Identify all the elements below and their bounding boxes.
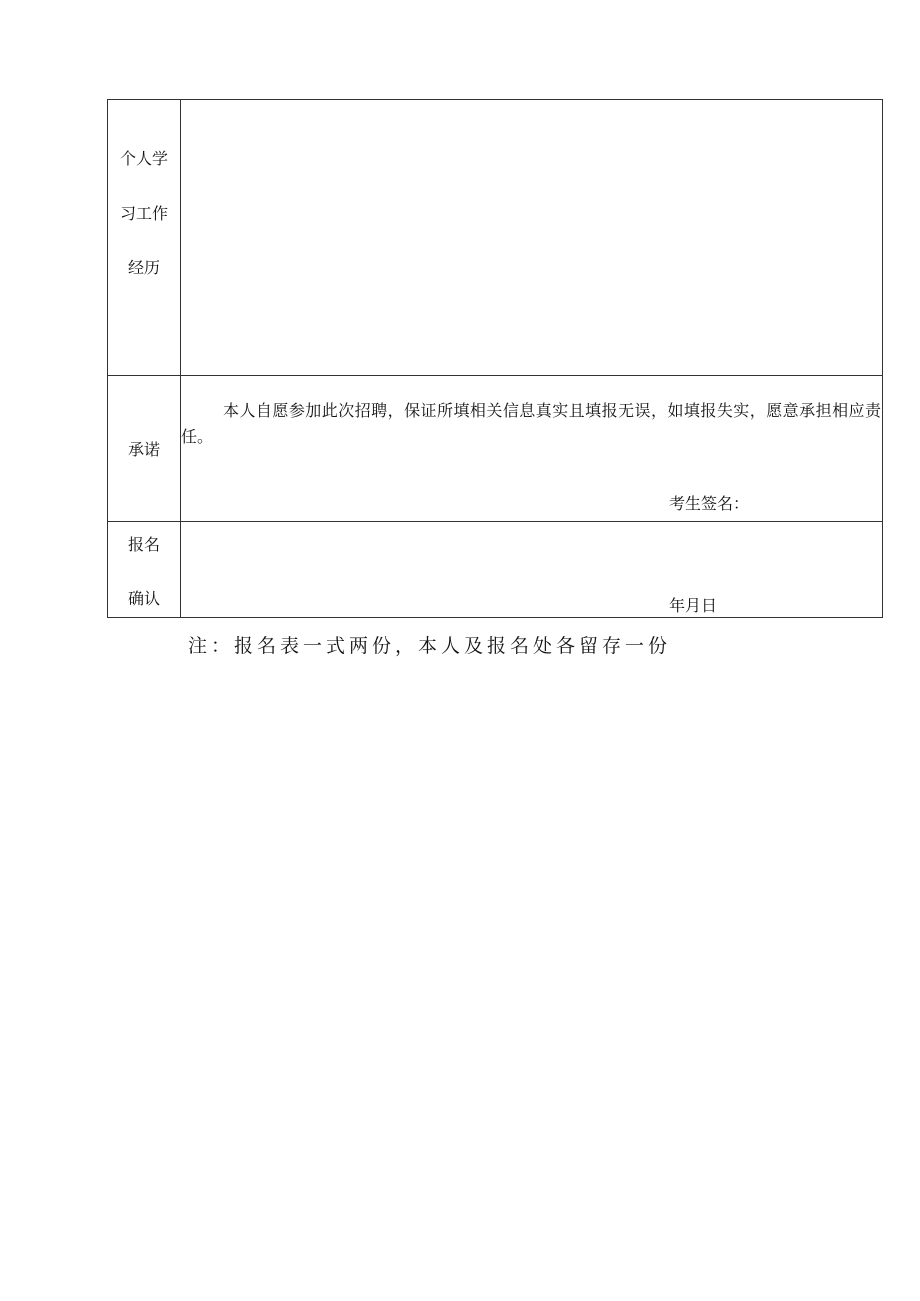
experience-content-cell[interactable] <box>181 100 882 375</box>
confirm-row <box>108 521 882 617</box>
experience-label-line-3: 经历 <box>127 258 160 277</box>
pledge-text: 本人自愿参加此次招聘，保证所填相关信息真实且填报无误，如填报失实，愿意承担相应责任。 <box>181 401 881 446</box>
pledge-row <box>108 375 882 521</box>
confirm-label-line-2: 确认 <box>127 589 160 608</box>
form-note: 注：报名表一式两份，本人及报名处各留存一份 <box>188 635 672 657</box>
pledge-content-cell <box>181 376 882 521</box>
experience-label-line-2: 习工作 <box>119 204 168 223</box>
date-label: 年月日 <box>669 596 718 615</box>
pledge-label: 承诺 <box>127 440 160 459</box>
pledge-label-cell <box>108 376 181 521</box>
experience-label-cell <box>108 100 181 375</box>
confirm-label-line-1: 报名 <box>127 535 160 554</box>
registration-form-table <box>107 99 883 618</box>
confirm-content-cell <box>181 522 882 617</box>
experience-row <box>108 100 882 375</box>
experience-label-line-1: 个人学 <box>119 149 168 168</box>
confirm-label-cell <box>108 522 181 617</box>
signature-label: 考生签名： <box>669 494 750 513</box>
